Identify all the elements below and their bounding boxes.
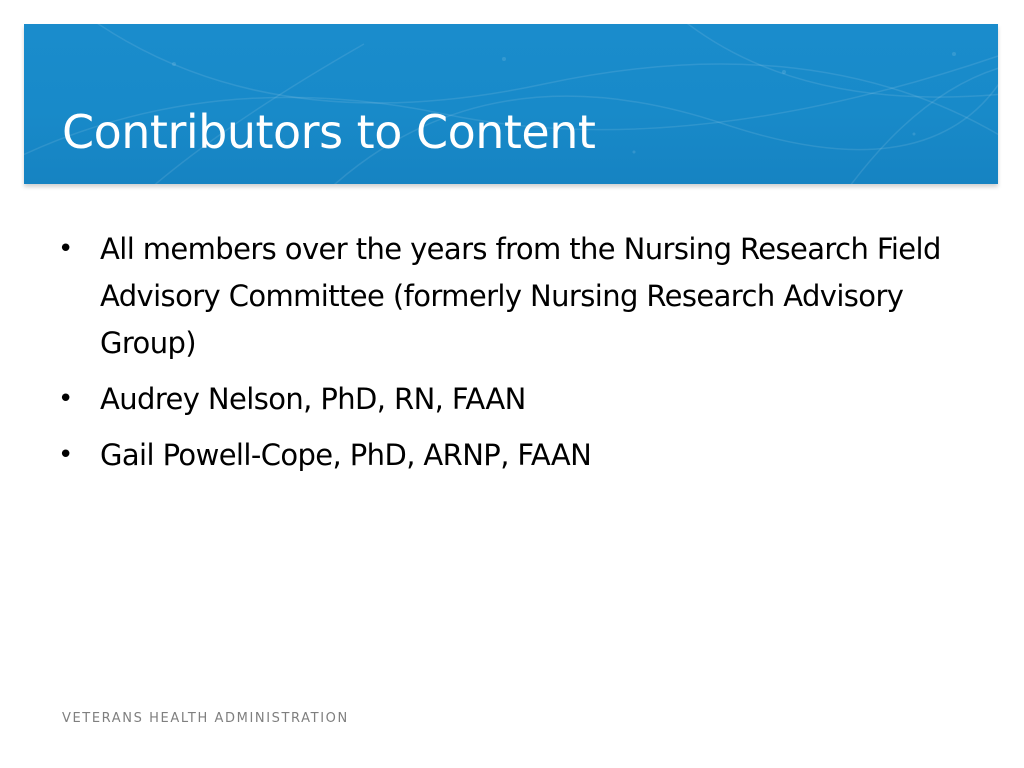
bullet-text: Audrey Nelson, PhD, RN, FAAN (100, 382, 526, 416)
title-banner (24, 24, 998, 184)
bullet-item (58, 432, 978, 479)
bullet-text: All members over the years from the Nursing Research Field Advisory Committee (formerly Nursing Research Advisory Group) (100, 232, 941, 360)
bullet-dot-icon: • (58, 384, 73, 414)
bullet-dot-icon: • (58, 234, 73, 264)
footer-organization: VETERANS HEALTH ADMINISTRATION (62, 711, 349, 726)
bullet-item (58, 226, 978, 367)
bullet-list (58, 226, 978, 488)
slide-title: Contributors to Content (62, 105, 596, 159)
bullet-item (58, 376, 978, 423)
bullet-dot-icon: • (58, 440, 73, 470)
bullet-text: Gail Powell-Cope, PhD, ARNP, FAAN (100, 438, 592, 472)
